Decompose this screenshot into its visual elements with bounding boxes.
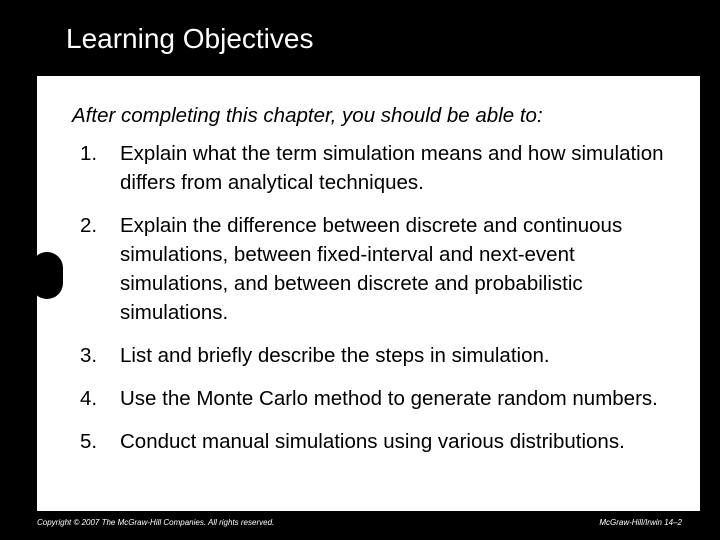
objective-text: Explain what the term simulation means and how simulation differs from analytical techniques.: [120, 142, 664, 194]
objective-item: [80, 427, 686, 456]
objective-item: [80, 211, 686, 327]
objective-number: 2.: [80, 214, 98, 237]
footer-page-number: McGraw-Hill/Irwin 14–2: [599, 518, 682, 527]
intro-text: After completing this chapter, you should be able to:: [72, 104, 543, 127]
objective-item: [80, 384, 686, 413]
objective-item: [80, 341, 686, 370]
objective-text: List and briefly describe the steps in simulation.: [120, 344, 550, 367]
frame-right-bar: [700, 76, 720, 540]
objective-text: Use the Monte Carlo method to generate random numbers.: [120, 387, 658, 410]
objective-number: 4.: [80, 387, 98, 410]
objectives-list: [80, 139, 686, 470]
objective-text: Conduct manual simulations using various distributions.: [120, 430, 625, 453]
objective-text: Explain the difference between discrete and continuous simulations, between fixed-interval and next-event simulations, and between discrete and probabilistic simulations.: [120, 214, 623, 324]
slide-title: Learning Objectives: [66, 23, 314, 54]
objective-item: [80, 139, 686, 197]
footer-copyright: Copyright © 2007 The McGraw-Hill Companies. All rights reserved.: [37, 518, 275, 527]
objective-number: 5.: [80, 430, 98, 453]
side-decoration: [31, 252, 63, 299]
objective-number: 1.: [80, 142, 98, 165]
objective-number: 3.: [80, 344, 98, 367]
